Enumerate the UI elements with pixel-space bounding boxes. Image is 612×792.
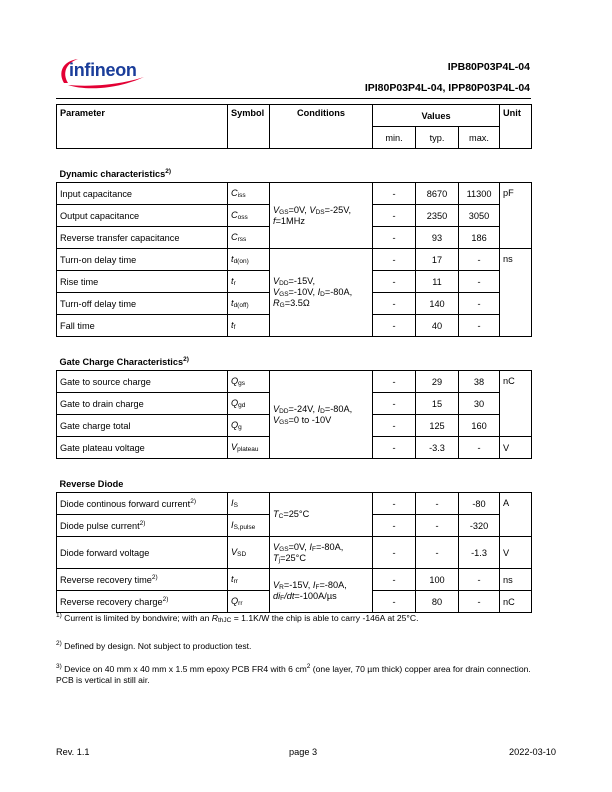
footnote-3: $^{3)}$ Device on 40 mm x 40 mm x 1.5 mm epoxy PCB FR4 with 6 $cm^2$ (one layer, 70 µm thick) copper area for drain connection. PCB is vertical in still air.	[56, 663, 531, 685]
symbol-cell: $Q_{gs}$	[228, 371, 270, 393]
typ-cell: 80	[416, 591, 459, 613]
section-row	[57, 459, 532, 493]
typ-cell: 29	[416, 371, 459, 393]
max-cell: 3050	[459, 205, 500, 227]
typ-cell: 125	[416, 415, 459, 437]
max-cell: -	[459, 591, 500, 613]
param-cell: Fall time	[57, 315, 228, 337]
param-cell: Reverse recovery time$^{2)}$	[57, 569, 228, 591]
note-mark: 2)	[165, 168, 171, 175]
min-cell: -	[373, 183, 416, 205]
header-rule	[56, 98, 531, 99]
min-cell: -	[373, 271, 416, 293]
param-cell: Output capacitance	[57, 205, 228, 227]
conditions-cell: $T_C=25^\circ C$	[270, 493, 373, 537]
unit-cell: A	[500, 493, 532, 537]
conditions-cell: $V_{GS}=0V$, $I_F=-80A$, $T_j=25^\circ C$	[270, 537, 373, 569]
table-row	[57, 537, 532, 569]
max-cell: -1.3	[459, 537, 500, 569]
symbol-cell: $t_{d(on)}$	[228, 249, 270, 271]
min-cell: -	[373, 437, 416, 459]
unit-cell: V	[500, 437, 532, 459]
param-cell: Gate to drain charge	[57, 393, 228, 415]
table-row	[57, 371, 532, 393]
max-cell: -	[459, 569, 500, 591]
table-header-row	[57, 105, 532, 127]
footer-date: 2022-03-10	[509, 747, 556, 757]
param-cell: Rise time	[57, 271, 228, 293]
symbol-cell: $I_S$	[228, 493, 270, 515]
symbol-cell: $C_{iss}$	[228, 183, 270, 205]
part-number-line-2: IPI80P03P4L-04, IPP80P03P4L-04	[364, 82, 530, 94]
footer-page-number: page 3	[289, 747, 318, 757]
footnote-1: $^{1)}$ Current is limited by bondwire; with an $R_{thJC} = 1.1K/W$ the chip is able to carry -146A at 25°C.	[56, 612, 419, 624]
max-cell: -80	[459, 493, 500, 515]
min-cell: -	[373, 569, 416, 591]
min-cell: -	[373, 415, 416, 437]
param-cell: Gate to source charge	[57, 371, 228, 393]
symbol-cell: $C_{oss}$	[228, 205, 270, 227]
typ-cell: 93	[416, 227, 459, 249]
typ-cell: 140	[416, 293, 459, 315]
section-row	[57, 149, 532, 183]
min-cell: -	[373, 249, 416, 271]
section-title-reverse-diode: Reverse Diode	[59, 479, 124, 489]
min-cell: -	[373, 493, 416, 515]
unit-cell: ns	[500, 569, 532, 591]
table-row	[57, 249, 532, 271]
param-cell: Gate plateau voltage	[57, 437, 228, 459]
logo-text: infineon	[69, 60, 137, 80]
param-cell: Diode pulse current$^{2)}$	[57, 515, 228, 537]
symbol-cell: $Q_g$	[228, 415, 270, 437]
max-cell: 30	[459, 393, 500, 415]
max-cell: -	[459, 315, 500, 337]
col-header-conditions: Conditions	[270, 105, 373, 149]
footer-revision: Rev. 1.1	[56, 747, 90, 757]
min-cell: -	[373, 227, 416, 249]
col-header-max: max.	[459, 127, 500, 149]
infineon-logo	[56, 55, 148, 91]
min-cell: -	[373, 393, 416, 415]
footnotes	[56, 610, 536, 695]
unit-cell: nC	[500, 371, 532, 437]
param-cell: Diode continous forward current$^{2)}$	[57, 493, 228, 515]
max-cell: -	[459, 293, 500, 315]
param-cell: Turn-off delay time	[57, 293, 228, 315]
section-title-dynamic: Dynamic characteristics	[59, 169, 166, 179]
symbol-cell: $t_f$	[228, 315, 270, 337]
table-row	[57, 569, 532, 591]
param-cell: Reverse transfer capacitance	[57, 227, 228, 249]
max-cell: -320	[459, 515, 500, 537]
max-cell: -	[459, 249, 500, 271]
max-cell: -	[459, 437, 500, 459]
symbol-cell: $I_{S,pulse}$	[228, 515, 270, 537]
part-number-line-1: IPB80P03P4L-04	[447, 61, 530, 73]
symbol-cell: $t_{d(off)}$	[228, 293, 270, 315]
max-cell: 11300	[459, 183, 500, 205]
symbol-cell: $t_{rr}$	[228, 569, 270, 591]
max-cell: 38	[459, 371, 500, 393]
max-cell: 186	[459, 227, 500, 249]
typ-cell: 17	[416, 249, 459, 271]
note-mark: 2)	[183, 356, 189, 363]
typ-cell: 2350	[416, 205, 459, 227]
conditions-cell: $V_{DD}=-15V$, $V_{GS}=-10V$, $I_D=-80A$, $R_G=3.5\Omega$	[270, 249, 373, 337]
symbol-cell: $Q_{gd}$	[228, 393, 270, 415]
param-cell: Gate charge total	[57, 415, 228, 437]
typ-cell: -3.3	[416, 437, 459, 459]
typ-cell: 15	[416, 393, 459, 415]
symbol-cell: $V_{SD}$	[228, 537, 270, 569]
param-cell: Turn-on delay time	[57, 249, 228, 271]
max-cell: -	[459, 271, 500, 293]
col-header-unit: Unit	[500, 105, 532, 149]
unit-cell: V	[500, 537, 532, 569]
symbol-cell: $C_{rss}$	[228, 227, 270, 249]
min-cell: -	[373, 515, 416, 537]
conditions-cell: $V_R=-15V$, $I_F=-80A$, $di_F/dt=-100A/\mu s$	[270, 569, 373, 613]
col-header-min: min.	[373, 127, 416, 149]
typ-cell: 8670	[416, 183, 459, 205]
col-header-values: Values	[373, 105, 500, 127]
table-row	[57, 183, 532, 205]
param-cell: Reverse recovery charge$^{2)}$	[57, 591, 228, 613]
min-cell: -	[373, 293, 416, 315]
typ-cell: -	[416, 493, 459, 515]
unit-cell: pF	[500, 183, 532, 249]
param-cell: Diode forward voltage	[57, 537, 228, 569]
section-title-gate-charge: Gate Charge Characteristics	[59, 357, 184, 367]
min-cell: -	[373, 315, 416, 337]
symbol-cell: $t_r$	[228, 271, 270, 293]
typ-cell: -	[416, 537, 459, 569]
footnote-2: $^{2)}$ Defined by design. Not subject to production test.	[56, 640, 252, 651]
typ-cell: 11	[416, 271, 459, 293]
section-row	[57, 337, 532, 371]
min-cell: -	[373, 371, 416, 393]
unit-cell: nC	[500, 591, 532, 613]
max-cell: 160	[459, 415, 500, 437]
table-row	[57, 493, 532, 515]
symbol-cell: $V_{plateau}$	[228, 437, 270, 459]
col-header-parameter: Parameter	[57, 105, 228, 149]
min-cell: -	[373, 205, 416, 227]
col-header-symbol: Symbol	[228, 105, 270, 149]
typ-cell: -	[416, 515, 459, 537]
typ-cell: 40	[416, 315, 459, 337]
min-cell: -	[373, 537, 416, 569]
unit-cell: ns	[500, 249, 532, 337]
conditions-cell: $V_{DD}=-24V$, $I_D=-80A$, $V_{GS}=0$ to -10V	[270, 371, 373, 459]
min-cell: -	[373, 591, 416, 613]
symbol-cell: $Q_{rr}$	[228, 591, 270, 613]
typ-cell: 100	[416, 569, 459, 591]
col-header-typ: typ.	[416, 127, 459, 149]
characteristics-table	[56, 104, 532, 613]
conditions-cell: $V_{GS}=0V$, $V_{DS}=-25V$, f=1MHz	[270, 183, 373, 249]
param-cell: Input capacitance	[57, 183, 228, 205]
